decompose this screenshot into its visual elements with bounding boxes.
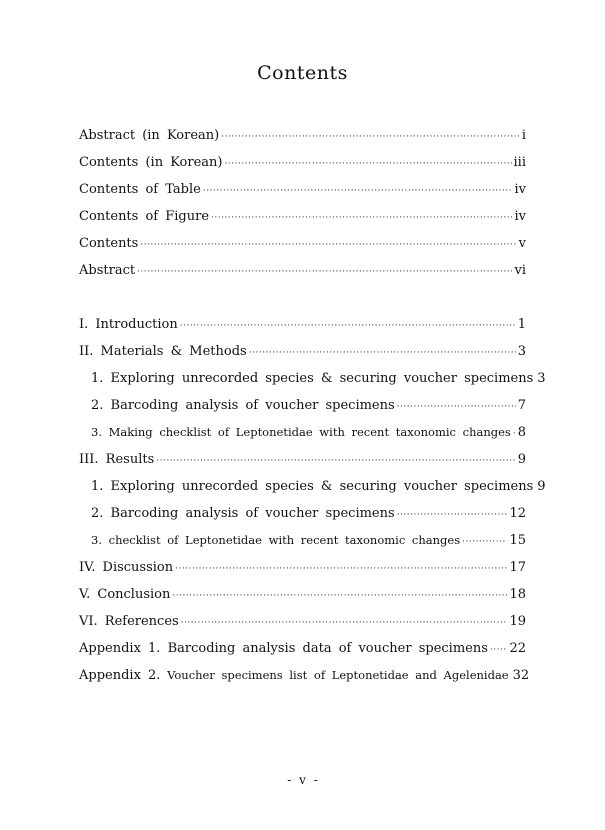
toc-entry bbox=[79, 149, 526, 176]
toc-entry-label: VI. References bbox=[79, 614, 179, 629]
dot-leader bbox=[225, 151, 512, 178]
toc-entry bbox=[79, 419, 526, 446]
dot-leader bbox=[462, 529, 507, 556]
toc-entry-label: Contents of Table bbox=[79, 182, 201, 197]
toc-entry-label: 2. Barcoding analysis of voucher specimens bbox=[91, 506, 395, 521]
toc-entry bbox=[79, 473, 546, 500]
toc-entry bbox=[79, 257, 526, 284]
toc-entry bbox=[79, 338, 526, 365]
dot-leader bbox=[180, 313, 516, 340]
toc-entry-label bbox=[79, 662, 509, 689]
toc-entry-label-prefix: Appendix 2. bbox=[79, 668, 161, 683]
toc-entry-label: 1. Exploring unrecorded species & securing voucher specimens bbox=[91, 479, 534, 494]
dot-leader bbox=[221, 124, 520, 151]
toc-entry bbox=[79, 608, 526, 635]
toc-entry-label: IV. Discussion bbox=[79, 560, 174, 575]
toc-entry-page: iii bbox=[513, 155, 526, 170]
toc-entry-page: 3 bbox=[537, 371, 546, 386]
dot-leader bbox=[137, 259, 512, 286]
dot-leader bbox=[249, 340, 516, 367]
toc-entry-label: I. Introduction bbox=[79, 317, 178, 332]
page-number-footer: - v - bbox=[287, 773, 318, 787]
dot-leader bbox=[211, 205, 512, 232]
toc-entry bbox=[79, 662, 530, 689]
toc-entry-label: 1. Exploring unrecorded species & securing voucher specimens bbox=[91, 371, 534, 386]
toc-entry bbox=[79, 581, 526, 608]
toc-entry-page: 8 bbox=[517, 425, 526, 440]
toc-entry-page: 17 bbox=[509, 560, 526, 575]
toc-entry-page: vi bbox=[514, 263, 526, 278]
toc-entry bbox=[79, 446, 526, 473]
toc-entry-page: v bbox=[518, 236, 526, 251]
toc-entry-label: Appendix 1. Barcoding analysis data of voucher specimens bbox=[79, 641, 488, 656]
toc-entry bbox=[79, 392, 526, 419]
toc-entry-label: III. Results bbox=[79, 452, 155, 467]
toc-entry-page: iv bbox=[514, 209, 526, 224]
toc-entry-page: 18 bbox=[509, 587, 526, 602]
toc-entry-label: V. Conclusion bbox=[79, 587, 171, 602]
toc-entry-page: i bbox=[521, 128, 526, 143]
dot-leader bbox=[513, 421, 516, 448]
dot-leader bbox=[175, 556, 507, 583]
dot-leader bbox=[181, 610, 508, 637]
dot-leader bbox=[397, 394, 516, 421]
toc-entry bbox=[79, 203, 526, 230]
toc-entry-page: 9 bbox=[517, 452, 526, 467]
toc-entry-page: 32 bbox=[512, 668, 530, 683]
toc-entry bbox=[79, 311, 526, 338]
toc-entry-label: Abstract bbox=[79, 263, 136, 278]
toc-entry bbox=[79, 230, 526, 257]
dot-leader bbox=[172, 583, 507, 610]
toc-entry-label: 3. checklist of Leptonetidae with recent taxonomic changes bbox=[91, 533, 461, 547]
toc-entry-page: 7 bbox=[517, 398, 526, 413]
toc-entry-page: 9 bbox=[537, 479, 546, 494]
toc-entry-label: Contents bbox=[79, 236, 139, 251]
toc-entry-page: iv bbox=[514, 182, 526, 197]
toc-entry bbox=[79, 365, 546, 392]
toc-entry-page: 3 bbox=[517, 344, 526, 359]
toc-entry-label: 3. Making checklist of Leptonetidae with recent taxonomic changes bbox=[91, 425, 511, 439]
dot-leader bbox=[397, 502, 508, 529]
dot-leader bbox=[140, 232, 516, 259]
toc-entry-label-text: Voucher specimens list of Leptonetidae and Agelenidae bbox=[167, 668, 509, 682]
toc-entry-page: 12 bbox=[509, 506, 526, 521]
toc-entry bbox=[79, 527, 526, 554]
toc-entry-page: 15 bbox=[509, 533, 526, 548]
toc-entry-label: 2. Barcoding analysis of voucher specimens bbox=[91, 398, 395, 413]
toc-entry bbox=[79, 500, 526, 527]
dot-leader bbox=[203, 178, 513, 205]
toc-entry-page: 19 bbox=[509, 614, 526, 629]
toc-entry-page: 22 bbox=[509, 641, 526, 656]
dot-leader bbox=[156, 448, 515, 475]
toc-entry-label: Contents of Figure bbox=[79, 209, 210, 224]
toc-entry-label: Abstract (in Korean) bbox=[79, 128, 220, 143]
toc-entry bbox=[79, 122, 526, 149]
toc-entry-label: Contents (in Korean) bbox=[79, 155, 223, 170]
toc-entry bbox=[79, 176, 526, 203]
toc-entry bbox=[79, 554, 526, 581]
page-title: Contents bbox=[257, 62, 348, 84]
toc-entry-page: 1 bbox=[517, 317, 526, 332]
dot-leader bbox=[490, 637, 508, 664]
toc-entry bbox=[79, 635, 526, 662]
toc-entry-label: II. Materials & Methods bbox=[79, 344, 247, 359]
